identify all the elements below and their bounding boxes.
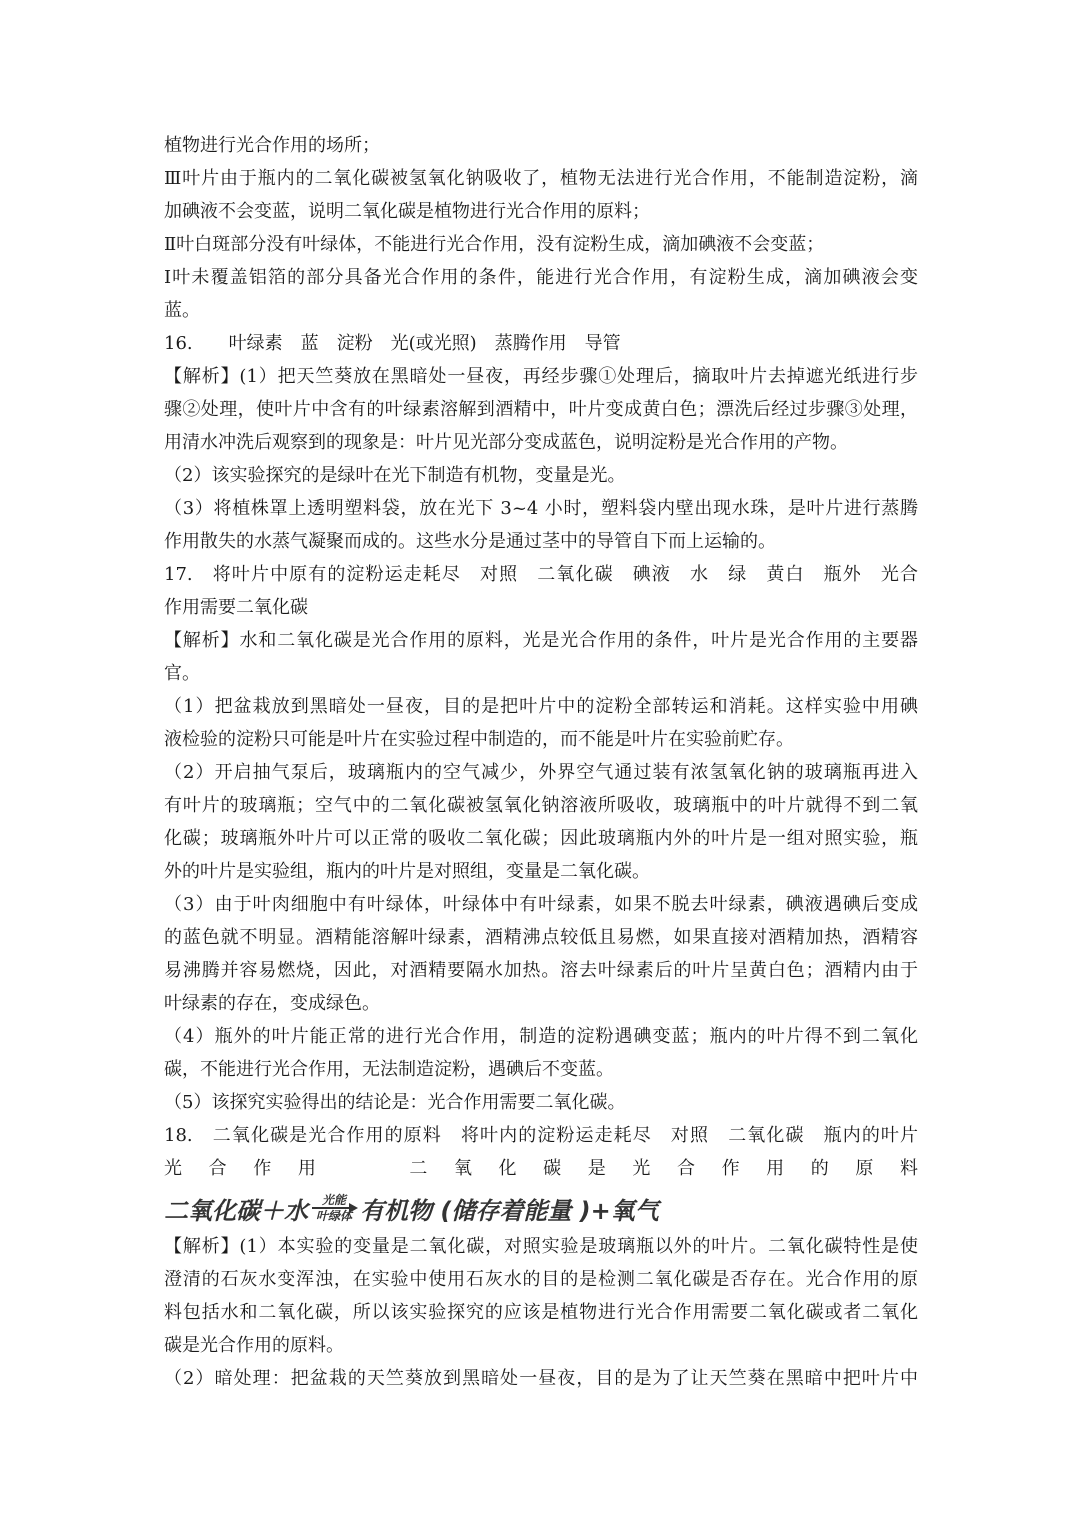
text-line: （3）将植株罩上透明塑料袋，放在光下 3~4 小时，塑料袋内壁出现水珠，是叶片进行蒸腾: [164, 498, 918, 519]
arrow-icon: [312, 1207, 356, 1209]
text-line: （1）把盆栽放到黑暗处一昼夜，目的是把叶片中的淀粉全部转运和消耗。这样实验中用碘: [164, 696, 918, 717]
text-line: （4）瓶外的叶片能正常的进行光合作用，制造的淀粉遇碘变蓝；瓶内的叶片得不到二氧化: [164, 1026, 918, 1047]
text-line: 【解析】(1）把天竺葵放在黑暗处一昼夜，再经步骤①处理后，摘取叶片去掉遮光纸进行步: [164, 366, 918, 387]
text-line: （2）该实验探究的是绿叶在光下制造有机物，变量是光。: [164, 465, 626, 486]
text-line: 液检验的淀粉只可能是叶片在实验过程中制造的，而不能是叶片在实验前贮存。: [164, 729, 794, 750]
text-line: Ⅱ叶白斑部分没有叶绿体，不能进行光合作用，没有淀粉生成，滴加碘液不会变蓝；: [164, 234, 825, 255]
text-line: 官。: [164, 663, 200, 684]
text-line: 植物进行光合作用的场所；: [164, 135, 380, 156]
text-line: 化碳；玻璃瓶外叶片可以正常的吸收二氧化碳；因此玻璃瓶内外的叶片是一组对照实验，瓶: [164, 828, 918, 849]
text-line: 作用散失的水蒸气凝聚而成的。这些水分是通过茎中的导管自下而上运输的。: [164, 531, 776, 552]
text-line: 易沸腾并容易燃烧，因此，对酒精要隔水加热。溶去叶绿素后的叶片呈黄白色；酒精内由于: [164, 960, 918, 981]
text-line: Ⅲ叶片由于瓶内的二氧化碳被氢氧化钠吸收了，植物无法进行光合作用，不能制造淀粉，滴: [164, 168, 918, 189]
text-line: （2）开启抽气泵后，玻璃瓶内的空气减少，外界空气通过装有浓氢氧化钠的玻璃瓶再进入: [164, 762, 918, 783]
equation-products: 有机物 (储存着能量 )+氧气: [360, 1196, 659, 1225]
text-line: （2）暗处理：把盆栽的天竺葵放到黑暗处一昼夜，目的是为了让天竺葵在黑暗中把叶片中: [164, 1368, 918, 1389]
text-line: 【解析】水和二氧化碳是光合作用的原料，光是光合作用的条件，叶片是光合作用的主要器: [164, 630, 918, 651]
text-line: 叶绿素的存在，变成绿色。: [164, 993, 380, 1014]
text-line: 料包括水和二氧化碳，所以该实验探究的应该是植物进行光合作用需要二氧化碳或者二氧化: [164, 1302, 918, 1323]
text-line: 外的叶片是实验组，瓶内的叶片是对照组，变量是二氧化碳。: [164, 861, 650, 882]
text-line: 【解析】(1）本实验的变量是二氧化碳，对照实验是玻璃瓶以外的叶片。二氧化碳特性是使: [164, 1236, 918, 1257]
text-line: 的蓝色就不明显。酒精能溶解叶绿素，酒精沸点较低且易燃，如果直接对酒精加热，酒精容: [164, 927, 918, 948]
text-line: 加碘液不会变蓝，说明二氧化碳是植物进行光合作用的原料；: [164, 201, 650, 222]
text-line: （5）该探究实验得出的结论是：光合作用需要二氧化碳。: [164, 1092, 626, 1113]
reaction-arrow: [312, 1193, 356, 1223]
text-line: 骤②处理，使叶片中含有的叶绿素溶解到酒精中，叶片变成黄白色；漂洗后经过步骤③处理，: [164, 399, 918, 420]
text-line: 作用需要二氧化碳: [164, 597, 308, 618]
text-line: Ⅰ叶未覆盖铝箔的部分具备光合作用的条件，能进行光合作用，有淀粉生成，滴加碘液会变: [164, 267, 918, 288]
answer-line-18: 18. 二氧化碳是光合作用的原料 将叶内的淀粉运走耗尽 对照 二氧化碳 瓶内的叶片: [164, 1125, 918, 1146]
text-line: 有叶片的玻璃瓶；空气中的二氧化碳被氢氧化钠溶液所吸收，玻璃瓶中的叶片就得不到二氧: [164, 795, 918, 816]
text-line: 蓝。: [164, 300, 200, 321]
text-line: （3）由于叶肉细胞中有叶绿体，叶绿体中有叶绿素，如果不脱去叶绿素，碘液遇碘后变成: [164, 894, 918, 915]
equation-reactants: 二氧化碳＋水: [164, 1196, 308, 1225]
text-line: 碳，不能进行光合作用，无法制造淀粉，遇碘后不变蓝。: [164, 1059, 614, 1080]
text-line: 澄清的石灰水变浑浊，在实验中使用石灰水的目的是检测二氧化碳是否存在。光合作用的原: [164, 1269, 918, 1290]
text-line: 碳是光合作用的原料。: [164, 1335, 344, 1356]
photosynthesis-equation: [164, 1182, 659, 1234]
arrow-condition-light: 光能: [321, 1193, 346, 1207]
answer-line-17: 17. 将叶片中原有的淀粉运走耗尽 对照 二氧化碳 碘液 水 绿 黄白 瓶外 光合: [164, 564, 918, 585]
text-line: 用清水冲洗后观察到的现象是：叶片见光部分变成蓝色，说明淀粉是光合作用的产物。: [164, 432, 848, 453]
arrow-condition-chloroplast: 叶绿体: [315, 1209, 352, 1223]
text-line: 光 合 作 用 二 氧 化 碳 是 光 合 作 用 的 原 料: [164, 1158, 918, 1179]
answer-line-16: 16. 叶绿素 蓝 淀粉 光(或光照) 蒸腾作用 导管: [164, 333, 621, 354]
